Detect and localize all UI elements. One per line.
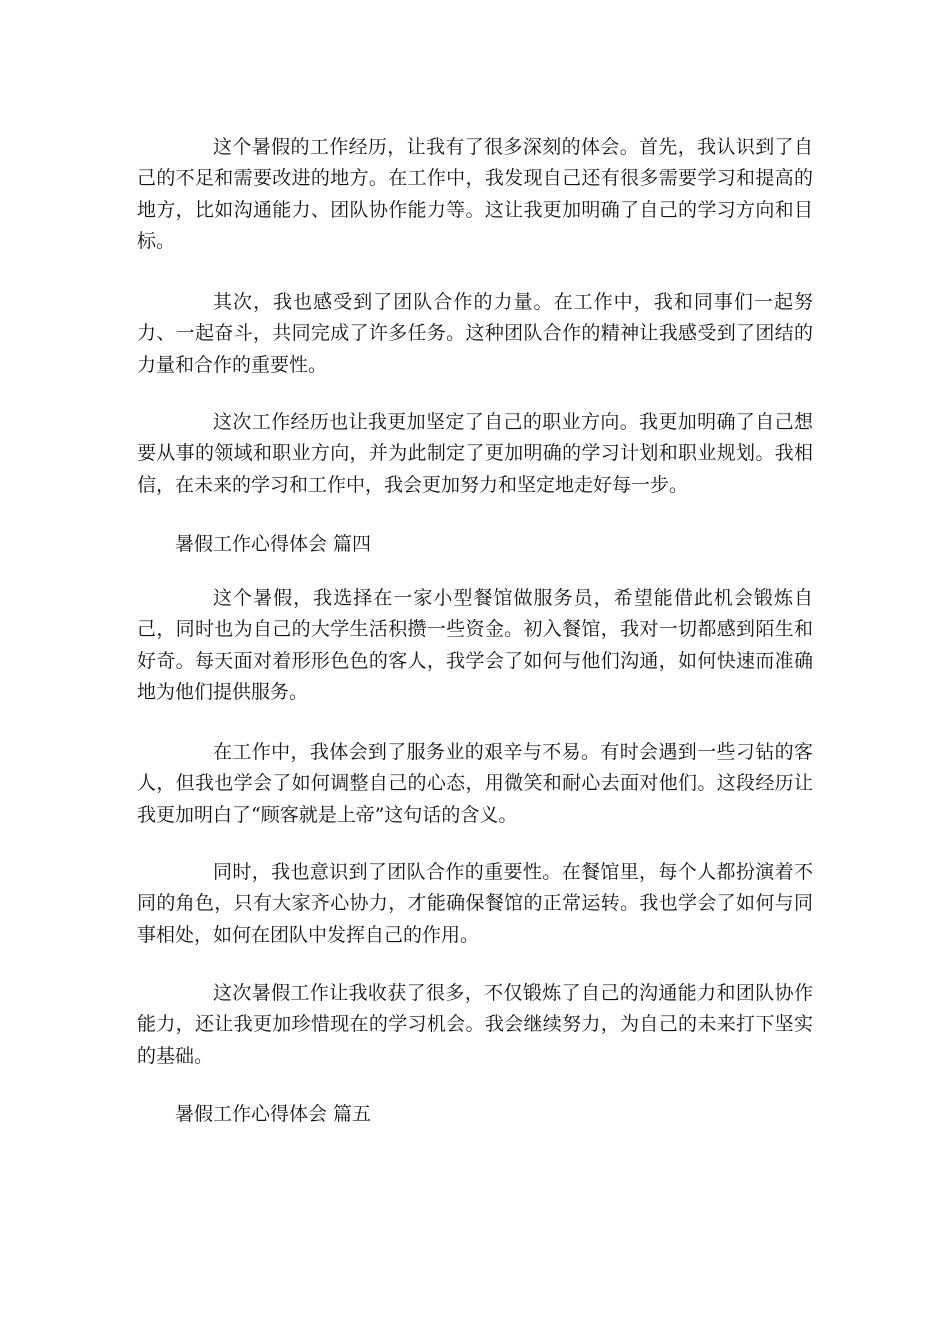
paragraph-block bbox=[137, 583, 813, 708]
paragraph: 在工作中，我体会到了服务业的艰辛与不易。有时会遇到一些刁钻的客人，但我也学会了如何调整自己的心态，用微笑和耐心去面对他们。这段经历让我更加明白了“顾客就是上帝”这句话的含义。 bbox=[137, 741, 813, 826]
paragraph-block bbox=[137, 857, 813, 951]
paragraph: 这次工作经历也让我更加坚定了自己的职业方向。我更加明确了自己想要从事的领域和职业方向，并为此制定了更加明确的学习计划和职业规划。我相信，在未来的学习和工作中，我会更加努力和坚定地走好每一步。 bbox=[137, 411, 813, 496]
section-heading: 暑假工作心得体会 篇五 bbox=[175, 1103, 372, 1125]
paragraph: 其次，我也感受到了团队合作的力量。在工作中，我和同事们一起努力、一起奋斗，共同完成了许多任务。这种团队合作的精神让我感受到了团结的力量和合作的重要性。 bbox=[137, 291, 813, 376]
paragraph: 这个暑假，我选择在一家小型餐馆做服务员，希望能借此机会锻炼自己，同时也为自己的大学生活积攒一些资金。初入餐馆，我对一切都感到陌生和好奇。每天面对着形形色色的客人，我学会了如何与他们沟通，如何快速而准确地为他们提供服务。 bbox=[137, 587, 813, 703]
paragraph-block bbox=[137, 978, 813, 1072]
paragraph: 这次暑假工作让我收获了很多，不仅锻炼了自己的沟通能力和团队协作能力，还让我更加珍惜现在的学习机会。我会继续努力，为自己的未来打下坚实的基础。 bbox=[137, 982, 813, 1067]
paragraph-block bbox=[137, 287, 813, 381]
paragraph: 同时，我也意识到了团队合作的重要性。在餐馆里，每个人都扮演着不同的角色，只有大家齐心协力，才能确保餐馆的正常运转。我也学会了如何与同事相处，如何在团队中发挥自己的作用。 bbox=[137, 861, 813, 946]
paragraph-block bbox=[137, 737, 813, 831]
paragraph-block bbox=[137, 132, 813, 257]
section-heading: 暑假工作心得体会 篇四 bbox=[175, 533, 372, 555]
paragraph-block bbox=[137, 407, 813, 501]
section-heading-block bbox=[137, 529, 813, 560]
section-heading-block bbox=[137, 1099, 813, 1130]
paragraph: 这个暑假的工作经历，让我有了很多深刻的体会。首先，我认识到了自己的不足和需要改进的地方。在工作中，我发现自己还有很多需要学习和提高的地方，比如沟通能力、团队协作能力等。这让我更加明确了自己的学习方向和目标。 bbox=[137, 136, 813, 252]
